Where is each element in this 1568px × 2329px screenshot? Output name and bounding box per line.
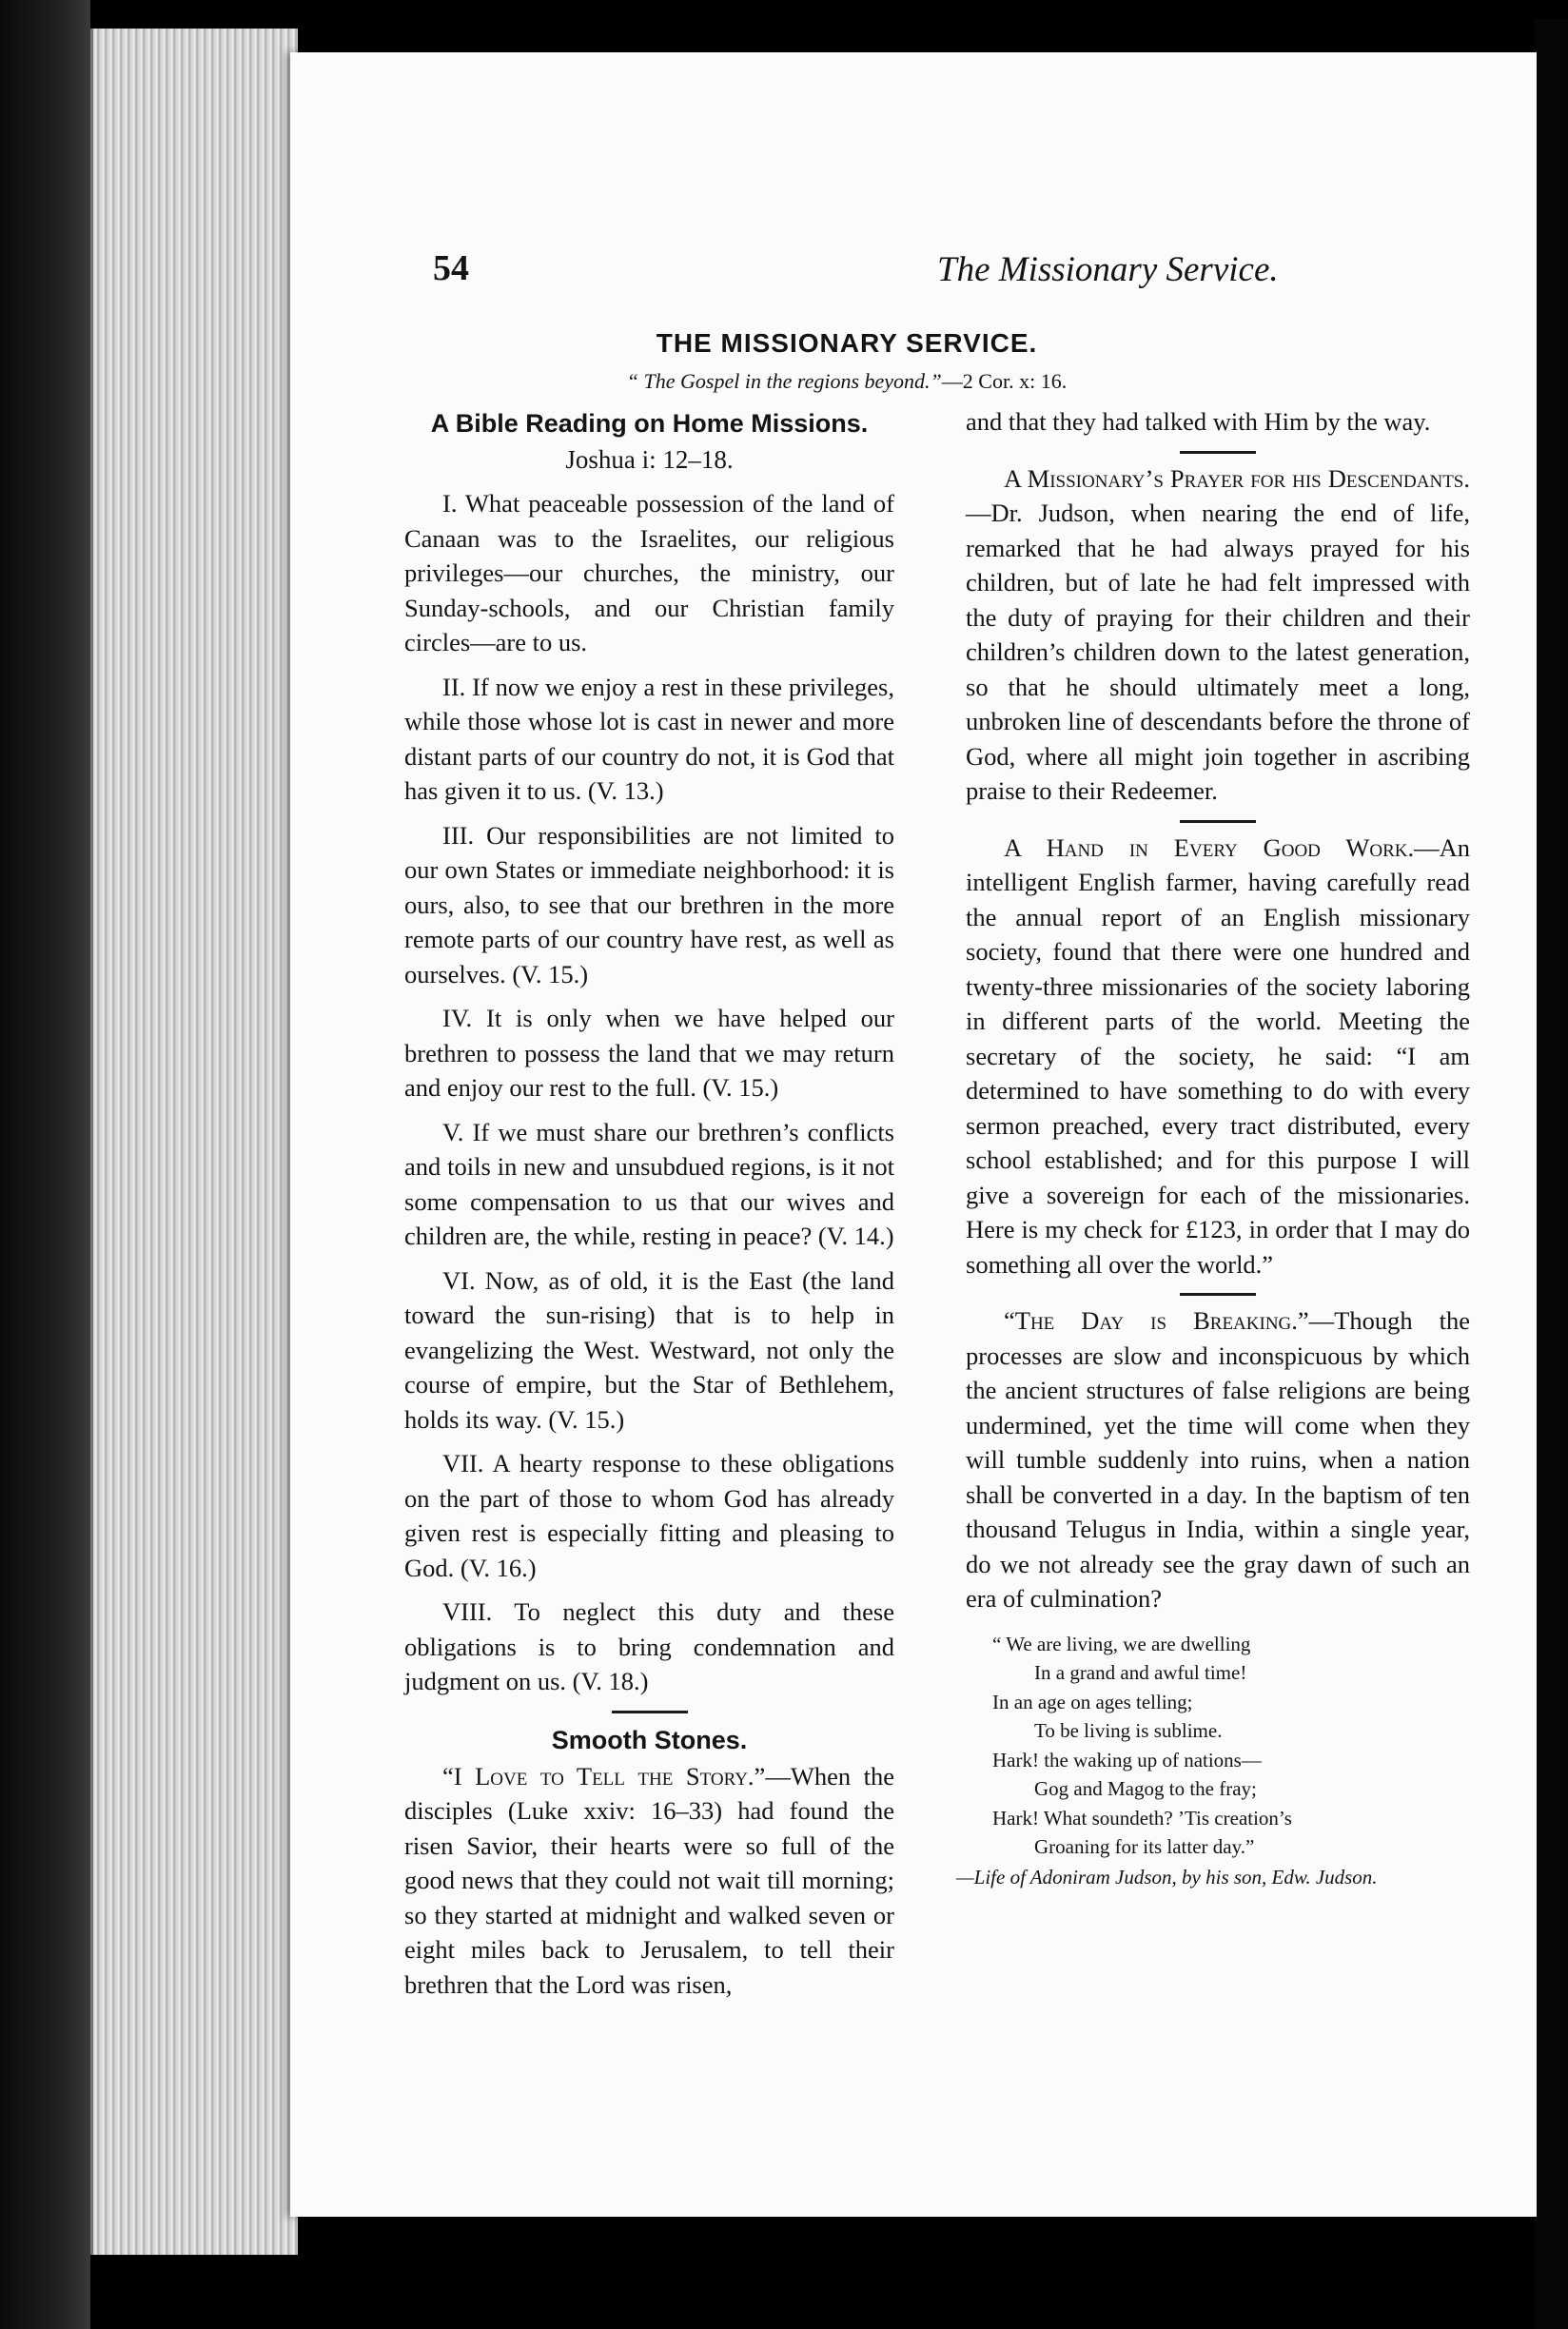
epigraph — [290, 369, 1403, 394]
love-to-tell-body: —When the disciples (Luke xxiv: 16–33) had found the risen Savior, their hearts were so full of the good news that they could not wait till morning; so they started at midnight and walked seven or eight miles back to Jerusalem, to tell their brethren that the Lord was risen, — [404, 1761, 894, 1999]
section-title: THE MISSIONARY SERVICE. — [656, 328, 1038, 358]
divider — [1180, 1293, 1256, 1296]
bible-reading-heading: A Bible Reading on Home Missions. — [430, 409, 869, 438]
divider — [612, 1711, 688, 1713]
poem-line: In a grand and awful time! — [1034, 1661, 1247, 1684]
day-paragraph — [966, 1303, 1470, 1616]
day-body: —Though the processes are slow and inconspicuous by which the ancient structures of false religions are being undermined, yet the time will come when they will tumble suddenly into ruins, when a nation shall be converted in a day. In the baptism of ten thousand Telugus in India, within a single year, do we not already see the gray dawn of such an era of culmination? — [966, 1306, 1470, 1613]
reading-point-7: VII. A hearty response to these obligations on the part of those to whom God has already given rest is especially fitting and pleasing to God. (V. 16.) — [404, 1449, 894, 1582]
reading-point-2: II. If now we enjoy a rest in these privileges, while those whose lot is cast in newer and more distant parts of our country do not, it is God that has given it to us. (V. 13.) — [404, 672, 894, 805]
left-column — [404, 404, 894, 2011]
divider — [1180, 451, 1256, 454]
hand-paragraph — [966, 831, 1470, 1282]
page-edges — [90, 29, 298, 2255]
poem-line: Hark! What soundeth? ’Tis creation’s — [992, 1806, 1292, 1830]
poem-line: Hark! the waking up of nations— — [992, 1748, 1262, 1771]
reading-point-4: IV. It is only when we have helped our brethren to possess the land that we may return and enjoy our rest to the full. (V. 15.) — [404, 1004, 894, 1102]
running-head — [433, 247, 1422, 304]
prayer-body: —Dr. Judson, when nearing the end of life, remarked that he had always prayed for his children, but of late he had felt impressed with the duty of praying for their children and their children’s children down to the latest generation, so that he should ultimately meet a long, unbroken line of descendants before the throne of God, where all might join together in ascribing praise to their Redeemer. — [966, 499, 1470, 805]
smooth-stones-heading: Smooth Stones. — [551, 1725, 748, 1754]
bible-reading-reference: Joshua i: 12–18. — [565, 445, 734, 474]
poem-line: Groaning for its latter day.” — [1034, 1835, 1255, 1858]
poem-line: Gog and Magog to the fray; — [1034, 1777, 1257, 1800]
continuation-text: and that they had talked with Him by the way. — [966, 407, 1431, 436]
poem-line: “ We are living, we are dwelling — [992, 1632, 1251, 1655]
hand-body: —An intelligent English farmer, having carefully read the annual report of an English missionary society, found that there were one hundred and twenty-three missionaries of the society laboring in different parts of the world. Meeting the secretary of the society, he said: “I am determined to have something to do with every sermon preached, every tract distributed, every school established; and for this purpose I will give a sovereign for each of the missionaries. Here is my check for £123, in order that I may do something all over the world.” — [966, 832, 1470, 1279]
reading-point-6: VI. Now, as of old, it is the East (the land toward the sun-rising) that is to help in evangelizing the West. Westward, not only the course of empire, but the Star of Bethlehem, holds its way. (V. 15.) — [404, 1265, 894, 1434]
running-title: The Missionary Service. — [937, 250, 1279, 289]
prayer-title: A Missionary’s Prayer for his Descendants. — [1004, 463, 1470, 493]
book-page — [290, 52, 1537, 2217]
prayer-paragraph — [966, 461, 1470, 809]
scan-edge — [1534, 19, 1568, 2329]
reading-point-5: V. If we must share our brethren’s conflicts and toils in new and unsubdued regions, is it not some compensation to us that our wives and children are, the while, resting in peace? (V. 14.) — [404, 1117, 894, 1250]
reading-point-3: III. Our responsibilities are not limited to our own States or immediate neighborhood: it is ours, also, to see that our brethren in the more remote parts of our country have rest, as well as ourselves. (V. 15.) — [404, 820, 894, 988]
book-spine — [0, 0, 90, 2329]
poem-attribution: —Life of Adoniram Judson, by his son, Edw. Judson. — [956, 1865, 1378, 1889]
poem-line: To be living is sublime. — [1034, 1719, 1223, 1742]
love-to-tell-paragraph — [404, 1759, 894, 2003]
epigraph-quote: “ The Gospel in the regions beyond.” — [626, 369, 942, 393]
divider — [1180, 820, 1256, 823]
love-to-tell-title: “I Love to Tell the Story.” — [442, 1761, 766, 1791]
epigraph-reference: —2 Cor. x: 16. — [941, 369, 1068, 393]
hand-title: A Hand in Every Good Work. — [1004, 832, 1415, 862]
day-title: “The Day is Breaking.” — [1004, 1306, 1309, 1335]
poem-line: In an age on ages telling; — [992, 1690, 1193, 1713]
poem — [992, 1630, 1470, 1862]
reading-point-8: VIII. To neglect this duty and these obligations is to bring condemnation and judgment on us. (V. 18.) — [404, 1597, 894, 1695]
page-number: 54 — [433, 248, 469, 288]
reading-point-1: I. What peaceable possession of the land of Canaan was to the Israelites, our religious privileges—our churches, the ministry, our Sunday-schools, and our Christian family circles—are to us. — [404, 489, 894, 656]
right-column — [956, 404, 1470, 1889]
